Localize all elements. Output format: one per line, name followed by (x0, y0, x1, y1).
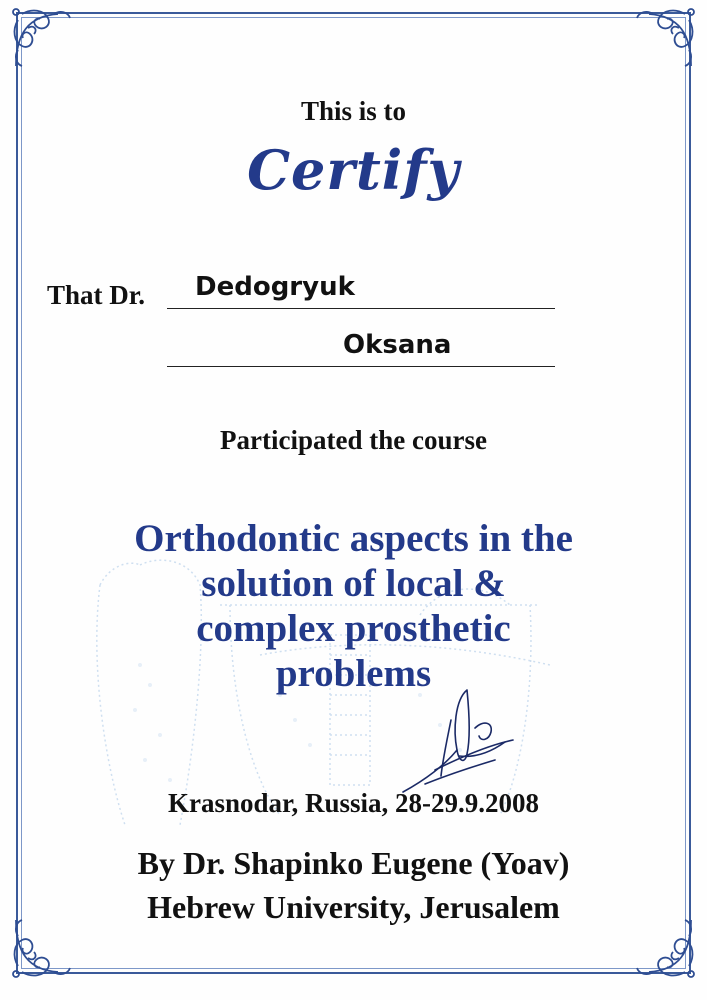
instructor-line: By Dr. Shapinko Eugene (Yoav) (137, 845, 570, 881)
recipient-surname: Dedogryuk (195, 272, 355, 302)
name-line-2 (167, 366, 555, 367)
institution-line: Hebrew University, Jerusalem (147, 889, 560, 925)
course-title-line: Orthodontic aspects in the (134, 517, 573, 560)
corner-ornament-icon (627, 4, 699, 76)
certify-heading: Certify (247, 138, 460, 202)
signature (395, 680, 525, 800)
name-prefix: That Dr. (47, 280, 146, 310)
corner-ornament-icon (8, 4, 80, 76)
course-title-line: problems (275, 652, 432, 695)
course-title (40, 516, 667, 696)
course-title-line: solution of local & (201, 562, 506, 605)
participation-text: Participated the course (220, 425, 487, 455)
recipient-given-name: Oksana (343, 330, 452, 360)
course-title-line: complex prosthetic (196, 607, 511, 650)
intro-text: This is to (300, 96, 407, 126)
name-line-1 (167, 308, 555, 309)
place-date: Krasnodar, Russia, 28-29.9.2008 (167, 788, 540, 818)
